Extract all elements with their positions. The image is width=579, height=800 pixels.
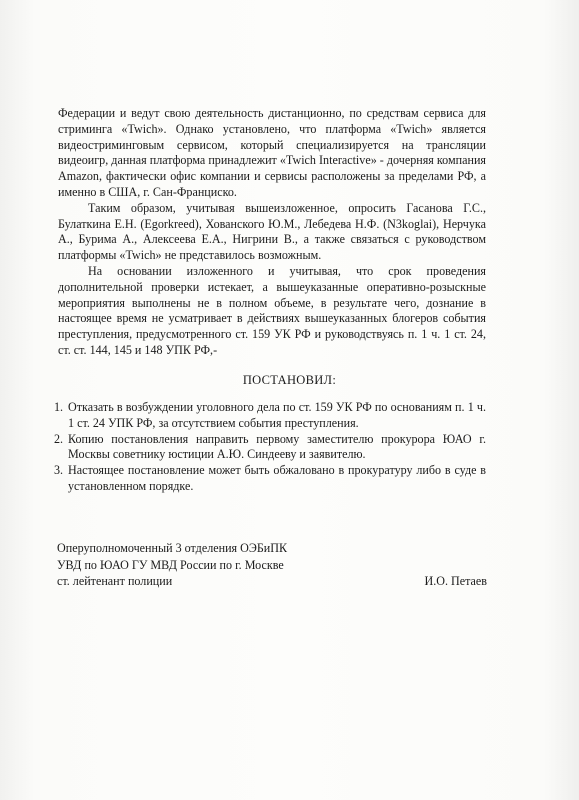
- document-body: [58, 106, 486, 359]
- list-item-number: 1.: [54, 400, 64, 414]
- list-item-text: Настоящее постановление может быть обжаловано в прокуратуру либо в суде в установленном порядке.: [68, 463, 486, 493]
- signer-rank: ст. лейтенант полиции: [57, 574, 173, 588]
- resolution-heading: ПОСТАНОВИЛ:: [242, 373, 337, 387]
- signer-department: УВД по ЮАО ГУ МВД России по г. Москве: [57, 557, 284, 572]
- signature-block: [57, 540, 487, 590]
- signer-name: И.О. Петаев: [424, 574, 487, 588]
- list-item-text: Отказать в возбуждении уголовного дела по ст. 159 УК РФ по основаниям п. 1 ч. 1 ст. 24 УПК РФ, за отсутствием события преступления.: [68, 400, 486, 430]
- list-item-text: Копию постановления направить первому заместителю прокурора ЮАО г. Москвы советнику юстиции А.Ю. Синдееву и заявителю.: [68, 431, 486, 462]
- list-item-number: 2.: [54, 431, 64, 446]
- list-item: [54, 400, 486, 432]
- list-item-number: 3.: [54, 463, 64, 478]
- resolution-list: [54, 400, 486, 495]
- list-item: [54, 463, 486, 495]
- paragraph-1: Федерации и ведут свою деятельность дистанционно, по средствам сервиса для стриминга «Twich». Однако установлено, что платформа «Twich» является видеостриминговым сервисом, который специализируется на трансляции видеоигр, данная платформа принадлежит «Twich Interactive» - дочерняя компания Amazon, фактически офис компании и сервисы расположены за пределами РФ, а именно в США, г. Сан-Франциско.: [58, 106, 486, 199]
- paragraph-2: Таким образом, учитывая вышеизложенное, опросить Гасанова Г.С., Булаткина Е.Н. (Egorkreed), Хованского Ю.М., Лебедева Н.Ф. (N3koglai), Нерчука А., Бурима А., Алексеева Е.А., Нигрини В., а также связаться с руководством платформы «Twich» не представилось возможным.: [58, 200, 486, 263]
- signer-position: Оперуполномоченный 3 отделения ОЭБиПК: [57, 541, 288, 555]
- list-item: [54, 432, 486, 464]
- paragraph-3: На основании изложенного и учитывая, что срок проведения дополнительной проверки истекает, а вышеуказанные оперативно-розыскные мероприятия выполнены не в полном объеме, в результате чего, дознание в настоящее время не усматривает в действиях вышеуказанных блогеров события преступления, предусмотренного ст. 159 УК РФ и руководствуясь п. 1 ч. 1 ст. 24, ст. ст. 144, 145 и 148 УПК РФ,-: [58, 263, 486, 357]
